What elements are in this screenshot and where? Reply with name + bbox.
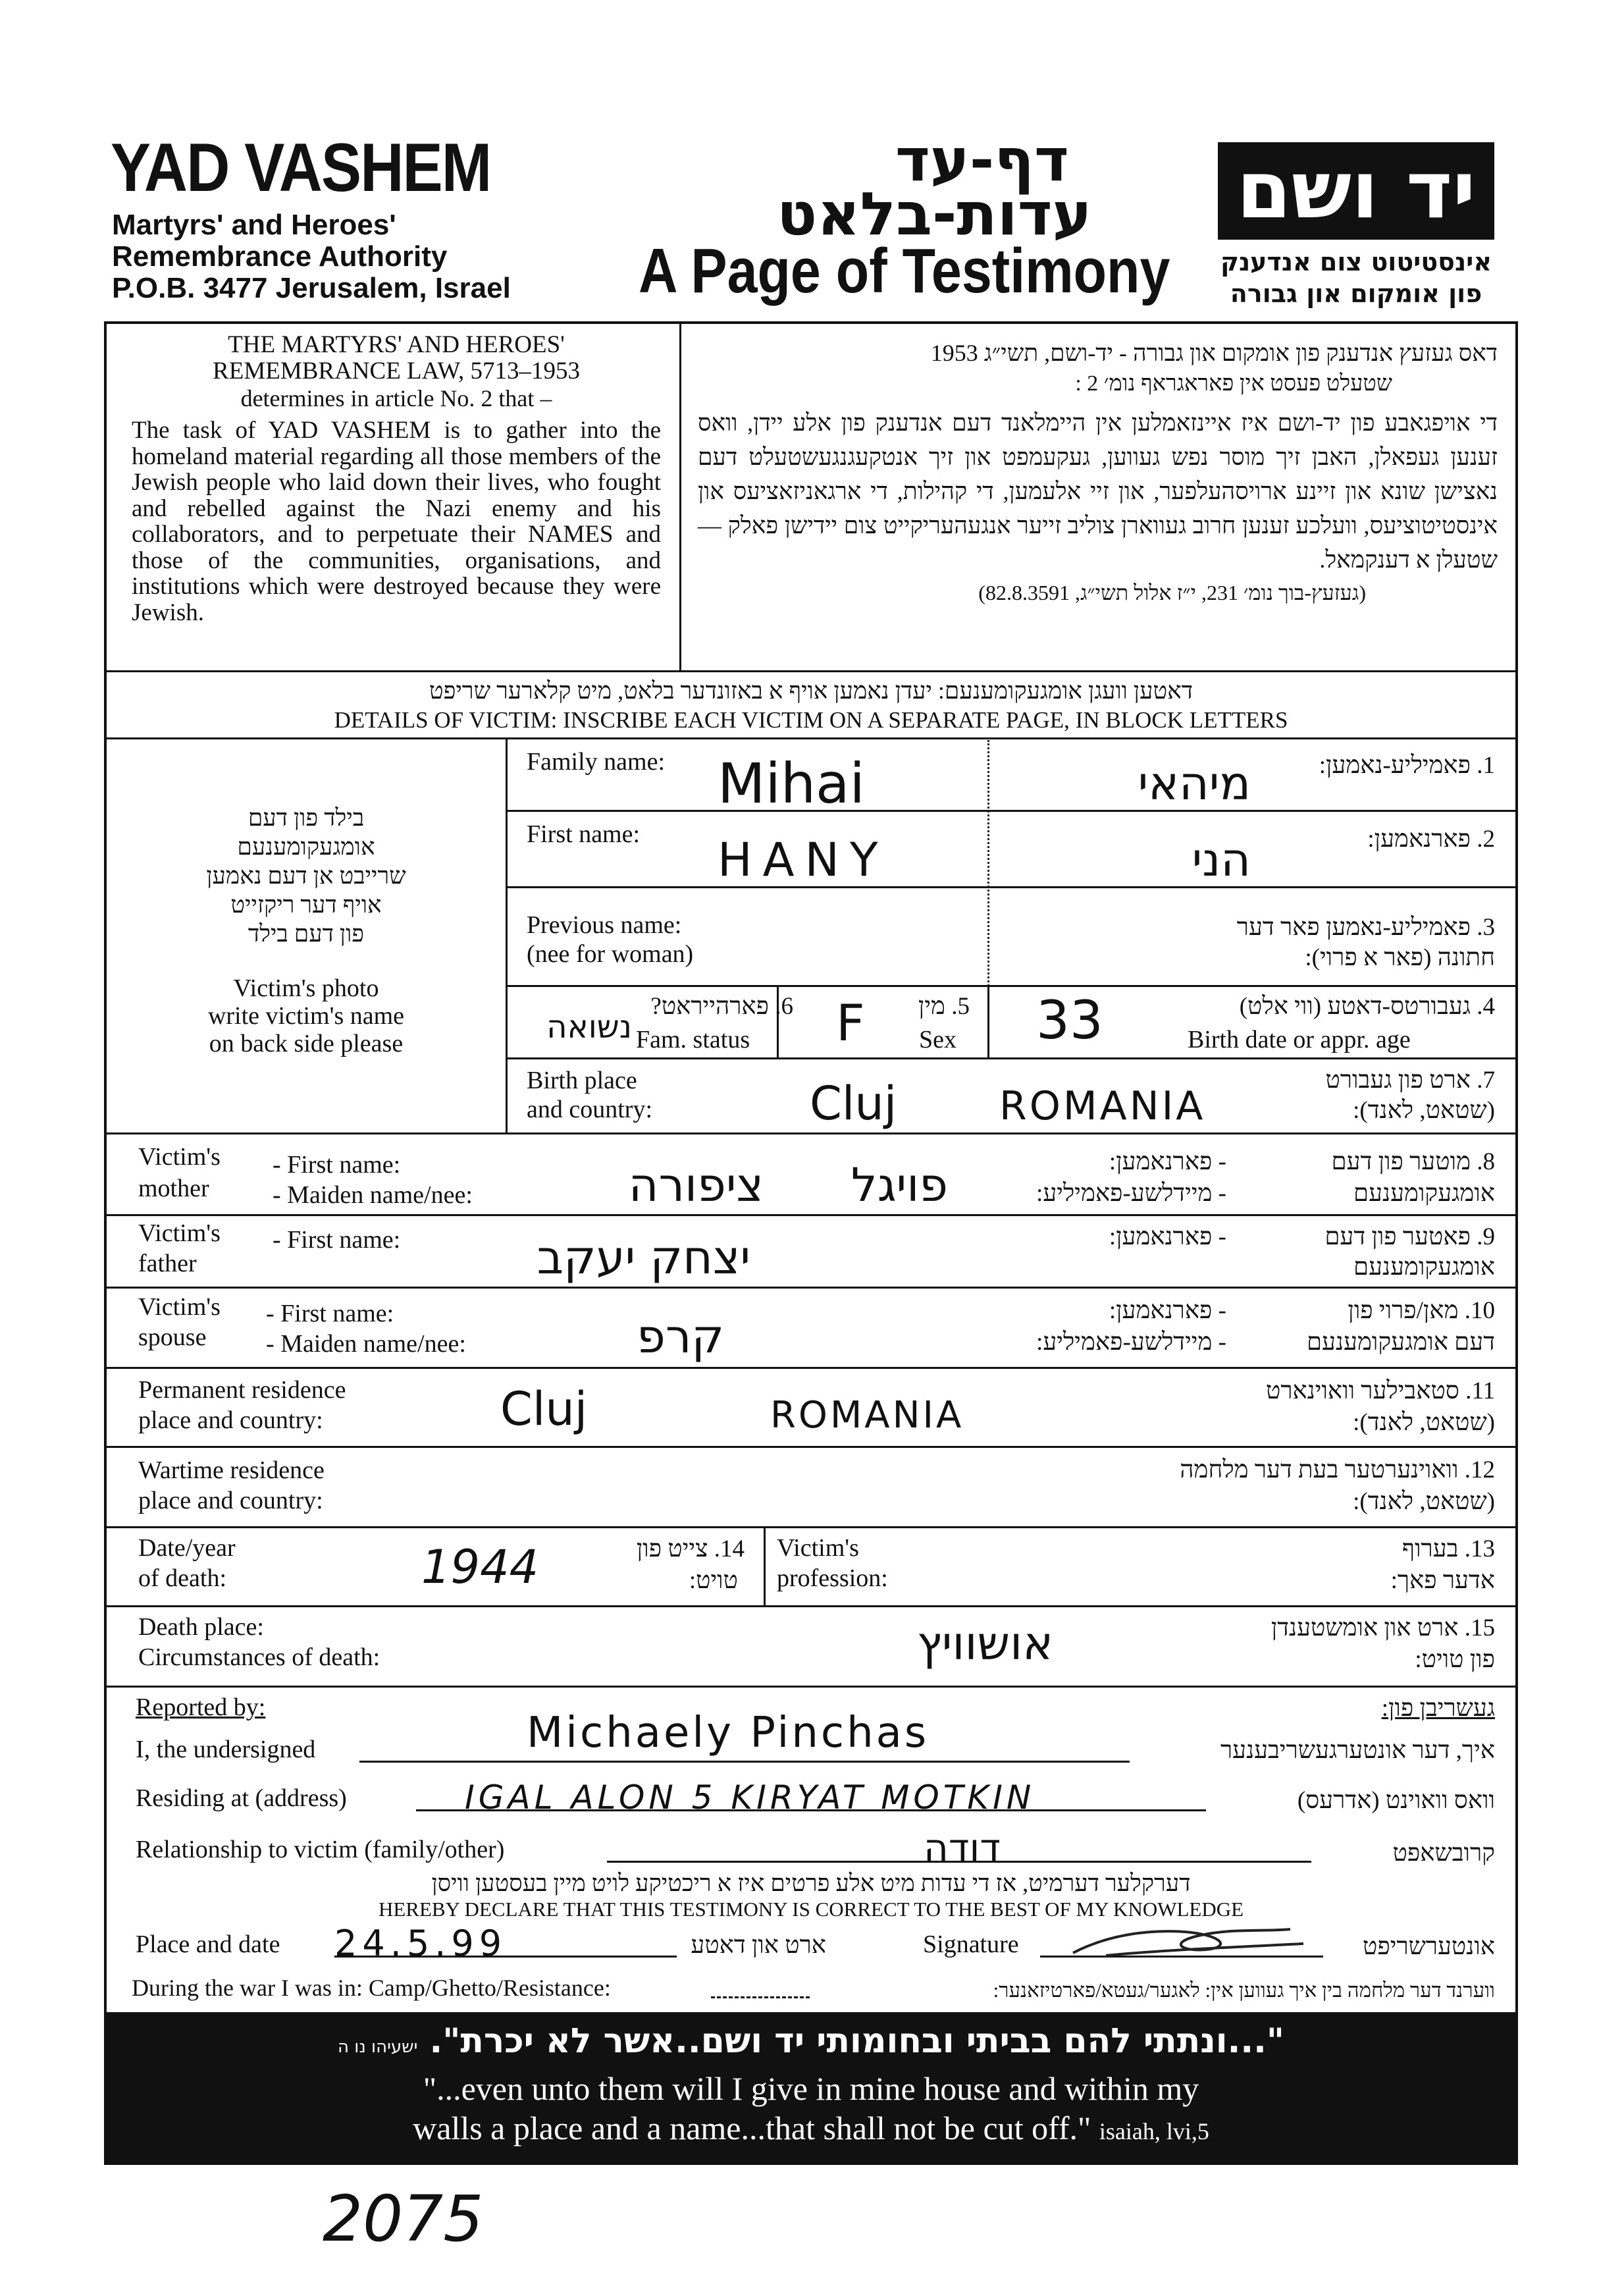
spouse-label: Victim's [138,1293,221,1321]
permanent-residence-sublabel: place and country: [138,1406,323,1434]
family-name-hebrew-value[interactable]: מיהאי [1138,757,1251,811]
org-line-1: Martyrs' and Heroes' [112,209,396,241]
undersigned-value[interactable]: Michaely Pinchas [527,1709,930,1757]
spouse-value[interactable]: קרפ [637,1310,724,1364]
relationship-label: Relationship to victim (family/other) [136,1836,505,1863]
permanent-residence-label: Permanent residence [138,1376,346,1404]
residing-label: Residing at (address) [136,1784,347,1812]
previous-name-sublabel: (nee for woman) [527,940,694,968]
sex-value[interactable]: F [836,994,865,1052]
banner-english-2 [104,2108,1518,2151]
father-first-value[interactable]: יצחק יעקב [537,1231,750,1285]
war-label: During the war I was in: Camp/Ghetto/Resistance: [132,1975,611,2001]
mother-family-value[interactable]: פויגל [851,1158,948,1212]
mother-sublabel: mother [138,1175,209,1202]
death-date-label-yi: 14. צייט פון [636,1535,745,1562]
birth-date-label: Birth date or appr. age [1188,1026,1411,1053]
org-line-2: Remembrance Authority [112,240,448,273]
title-english: A Page of Testimony [639,236,1170,306]
banner-english-2-text: walls a place and a name...that shall not be cut off." [413,2110,1091,2146]
spouse-first-label-yi: - פארנאמען: [1109,1297,1226,1324]
law-heading-3: determines in article No. 2 that – [240,385,552,412]
mother-maiden-label-yi: - מיידלשע-פאמיליע: [1036,1180,1226,1207]
first-name-label: First name: [527,820,641,848]
law-yiddish-ref: (געזעץ-בוך נומ׳ 231, י״ז אלול תשי״ג, 82.8.3591) [978,581,1366,604]
birth-place-city-value[interactable]: Cluj [810,1077,897,1131]
logo-text: יד ושם [1236,145,1476,236]
fam-status-value[interactable]: נשואה [546,1009,632,1046]
birth-place-country-value[interactable]: ROMANIA [999,1083,1206,1129]
father-first-label: - First name: [273,1226,401,1254]
death-date-sublabel: of death: [138,1564,227,1592]
spouse-sublabel: spouse [138,1323,207,1351]
spouse-maiden-label: - Maiden name/nee: [266,1330,466,1358]
banner-hebrew-ref: ישעיהו נו ה [338,2037,418,2057]
place-date-label-yi: ארט און דאטע [691,1932,826,1959]
relationship-label-yi: קרובשאפט [1392,1840,1495,1867]
permanent-residence-sublabel-yi: (שטאט, לאנד): [1353,1409,1495,1436]
sex-label-yi: 5. מין [918,993,970,1020]
mother-label: Victim's [138,1143,221,1171]
death-date-value[interactable]: 1944 [421,1540,539,1594]
family-name-label-yi: 1. פאמיליע-נאמען: [1319,752,1495,779]
mother-first-label-yi: - פארנאמען: [1109,1148,1226,1175]
death-place-value[interactable]: אושוויץ [916,1616,1053,1670]
family-name-value[interactable]: Mihai [718,751,865,816]
quote-banner [104,2012,1518,2165]
photo-instructions-yiddish [112,803,500,948]
previous-name-label-yi: 3. פאמיליע-נאמען פאר דער [1236,914,1495,941]
profession-label: Victim's [777,1534,859,1562]
org-name: YAD VASHEM [111,130,491,206]
reported-by-label-yi: געשריבן פון: [1381,1695,1495,1722]
undersigned-label: I, the undersigned [136,1736,316,1763]
declaration-yiddish: דערקלער דערמיט, אז די עדות מיט אלע פרטים איז א ריכטיקע לויט מיין בעסטען וויסן [431,1870,1191,1896]
father-sublabel: father [138,1250,197,1277]
residing-label-yi: וואס וואוינט (אדרעס) [1297,1787,1495,1814]
profession-sublabel-yi: אדער פאך: [1390,1567,1495,1594]
law-yiddish-heading-1: דאס געזעץ אנדענק פון אומקום און גבורה - יד-ושם, תשי״ג 1953 [930,340,1498,366]
photo-instructions-english [112,974,500,1057]
yad-vashem-logo [1218,142,1494,240]
undersigned-label-yi: איך, דער אונטערגעשריבענער [1220,1737,1495,1764]
banner-english-1: "...even unto them will I give in mine house and within my [423,2070,1199,2107]
fam-status-label-yi: 6. פארהייראט? [650,993,793,1020]
first-name-value[interactable]: HANY [718,833,889,887]
photo-yi-4: אויף דער ריקזייט [230,892,382,918]
fam-status-label: Fam. status [636,1026,750,1053]
father-label-yi: 9. פאטער פון דעם [1324,1223,1495,1250]
title-yiddish: עדות-בלאט [777,180,1092,249]
law-heading-2: REMEMBRANCE LAW, 5713–1953 [213,358,580,385]
father-first-label-yi: - פארנאמען: [1109,1223,1226,1250]
residing-value[interactable]: IGAL ALON 5 KIRYAT MOTKIN [465,1778,1035,1817]
banner-hebrew-text: "...ונתתי להם בביתי ובחומותי יד ושם..אשר לא יכרת". [429,2021,1284,2061]
spouse-first-label: - First name: [266,1300,394,1327]
reported-by-label: Reported by: [136,1693,266,1721]
permanent-residence-label-yi: 11. סטאבילער וואוינארט [1265,1377,1495,1404]
signature-mark [1066,1909,1317,1969]
place-date-label: Place and date [136,1931,280,1958]
permanent-residence-country-value[interactable]: ROMANIA [770,1394,964,1437]
death-place-sublabel: Circumstances of death: [138,1643,380,1671]
sex-label: Sex [919,1026,956,1053]
mother-first-label: - First name: [273,1151,401,1179]
law-body: The task of YAD VASHEM is to gather into the homeland material regarding all those members of the Jewish people who laid down their lives, who fought and rebelled against the Nazi enemy and his collaborators, and to perpetuate their NAMES and those of the communities, organisations, and institutions which were destroyed because they were Jewish. [132,417,661,626]
law-yiddish-heading-2: שטעלט פעסט אין פאראגראף נומ׳ 2 : [1075,371,1392,396]
birth-date-value[interactable]: 33 [1036,990,1103,1051]
photo-en-2: write victim's name [207,1002,405,1030]
photo-yi-2: אומגעקומענעם [237,834,375,860]
birth-place-label: Birth place [527,1067,637,1094]
wartime-residence-label: Wartime residence [138,1456,325,1484]
previous-name-sublabel-yi: חתונה (פאר א פרוי): [1305,944,1495,971]
birth-date-label-yi: 4. געבורטס-דאטע (ווי אלט) [1239,993,1495,1020]
death-date-label: Date/year [138,1534,236,1562]
relationship-value[interactable]: דודה [923,1825,1001,1870]
family-name-label: Family name: [527,748,666,776]
first-name-hebrew-value[interactable]: הני [1192,833,1251,887]
mother-maiden-value[interactable]: ציפורה [628,1158,764,1212]
institute-line-1: אינסטיטוט צום אנדענק [1220,248,1492,277]
declaration-english: HEREBY DECLARE THAT THIS TESTIMONY IS CORRECT TO THE BEST OF MY KNOWLEDGE [378,1898,1244,1921]
death-date-sublabel-yi: טויט: [689,1567,738,1594]
photo-en-1: Victim's photo [233,974,379,1002]
signature-label: Signature [923,1931,1019,1958]
institute-line-2: פון אומקום און גבורה [1230,279,1482,308]
death-place-label: Death place: [138,1613,264,1641]
birth-place-sublabel-yi: (שטאט, לאנד): [1353,1097,1495,1124]
photo-yi-3: שרייבט אן דעם נאמען [206,863,406,889]
permanent-residence-city-value[interactable]: Cluj [500,1382,588,1436]
law-english [132,332,661,626]
war-label-yi: ווערנד דער מלחמה בין איך געווען אין: לאגער/געטא/פארטיזאנער: [993,1979,1495,2002]
profession-label-yi: 13. בערוף [1401,1535,1495,1562]
spouse-label-yi: 10. מאן/פרוי פון [1348,1297,1495,1324]
father-sublabel-yi: אומגעקומענעם [1353,1254,1495,1281]
father-label: Victim's [138,1219,221,1247]
mother-sublabel-yi: אומגעקומענעם [1353,1180,1495,1207]
photo-en-3: on back side please [209,1030,404,1057]
wartime-residence-label-yi: 12. וואוינערטער בעת דער מלחמה [1180,1456,1495,1483]
archive-number: 2075 [323,2182,484,2256]
signature-label-yi: אונטערשריפט [1363,1933,1495,1960]
title-hebrew: דף-עד [895,126,1069,195]
photo-yi-5: פון דעם בילד [248,920,365,947]
wartime-residence-sublabel: place and country: [138,1487,323,1514]
mother-maiden-label: - Maiden name/nee: [273,1181,473,1209]
banner-english-ref: isaiah, lvi,5 [1099,2118,1209,2145]
first-name-label-yi: 2. פארנאמען: [1367,826,1495,853]
law-heading-1: THE MARTYRS' AND HEROES' [228,331,565,358]
birth-place-label-yi: 7. ארט פון געבורט [1325,1067,1495,1094]
wartime-residence-sublabel-yi: (שטאט, לאנד): [1353,1488,1495,1515]
spouse-sublabel-yi: דעם אומגעקומענעם [1306,1329,1495,1356]
mother-label-yi: 8. מוטער פון דעם [1331,1148,1495,1175]
law-yiddish [698,337,1498,608]
profession-sublabel: profession: [777,1564,888,1592]
spouse-maiden-label-yi: - מיידלשע-פאמיליע: [1036,1329,1226,1356]
death-place-sublabel-yi: פון טויט: [1415,1646,1495,1673]
photo-yi-1: בילד פון דעם [248,805,365,831]
details-english: DETAILS OF VICTIM: INSCRIBE EACH VICTIM ON A SEPARATE PAGE, IN BLOCK LETTERS [334,707,1288,733]
details-yiddish: דאטען וועגן אומגעקומענעם: יעדן נאמען אויף א באזונדער בלאט, מיט קלארער שריפט [429,678,1193,704]
law-yiddish-body: די אויפגאבע פון יד-ושם איז איינזאמלען אין היימלאנד דעם אנדענק פון אלע יידן, וואס זענען געפאלן, האבן זיך מוסר נפש געווען, געקעמפט און זיך אנטקעגנגעשטעלט דעם נאצישן שונא און זיינע ארויסהעלפער, און זיי אלעמען, די קהילות, די ארגאניזאציעס און אינסטיטוציעס, וועלכע זענען חרוב געווארן צוליב זייער אנגעהעריקייט צום יידישן פאלק — שטעלן א דענקמאל. [698,410,1498,573]
previous-name-label: Previous name: [527,911,682,939]
banner-hebrew [104,2020,1518,2068]
org-line-3: P.O.B. 3477 Jerusalem, Israel [112,272,511,304]
death-place-label-yi: 15. ארט און אומשטענדן [1270,1614,1495,1641]
birth-place-sublabel: and country: [527,1096,653,1123]
place-date-value[interactable]: 24.5.99 [334,1923,508,1964]
